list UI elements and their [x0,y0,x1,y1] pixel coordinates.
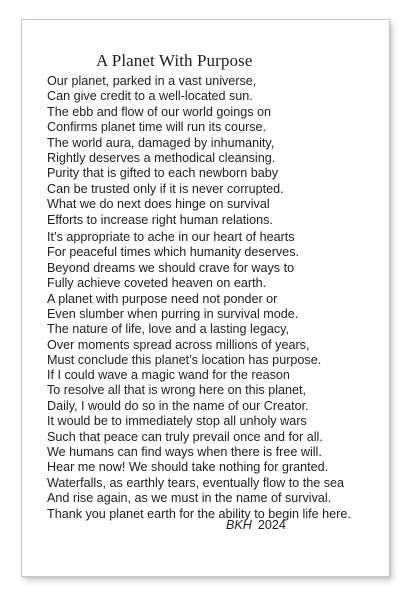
poem-stanza-1 [47,74,284,228]
poem-title: A Planet With Purpose [96,51,253,70]
poem-line: Even slumber when purring in survival mode. [47,307,299,322]
signature-year: 2024 [257,518,286,532]
poem-line: Rightly deserves a methodical cleansing. [47,151,276,166]
poem-line: It would be to immediately stop all unholy wars [47,414,307,429]
poem-line: Our planet, parked in a vast universe, [47,74,257,88]
author-initials: BKH [226,518,252,532]
poem-line: The nature of life, love and a lasting legacy, [47,322,289,337]
poem-line: Purity that is gifted to each newborn baby [47,166,279,181]
poem-line: Confirms planet time will run its course. [47,120,267,135]
poem-line: Such that peace can truly prevail once and for all. [47,429,323,444]
poem-stanza-2 [47,230,321,369]
poem-line: It’s appropriate to ache in our heart of hearts [47,230,295,244]
poem-line: For peaceful times which humanity deserves. [47,245,299,260]
poem-line: Daily, I would do so in the name of our Creator. [47,398,309,413]
poem-line: The ebb and flow of our world goings on [47,104,272,119]
poem-line: Hear me now! We should take nothing for granted. [47,460,329,475]
poem-line: Must conclude this planet’s location has purpose. [47,353,322,368]
poem-line: Fully achieve coveted heaven on earth. [47,276,267,291]
poem-line: A planet with purpose need not ponder or [47,291,278,306]
poem-line: Can give credit to a well-located sun. [47,89,253,104]
poem-line: Thank you planet earth for the ability to begin life here. [47,506,351,521]
poem-line: Efforts to increase right human relations. [47,212,273,227]
poem-line: Beyond dreams we should crave for ways to [47,260,295,275]
poem-line: And rise again, as we must in the name of survival. [47,491,332,506]
author-signature [226,518,286,532]
poem-line: Waterfalls, as earthly tears, eventually flow to the sea [47,475,345,490]
poem-line: What we do next does hinge on survival [47,197,270,212]
poem-stanza-3 [47,368,351,522]
poem-card [21,19,390,577]
poem-line: We humans can find ways when there is free will. [47,445,322,460]
poem-line: If I could wave a magic wand for the reason [47,368,290,382]
poem-line: The world aura, damaged by inhumanity, [47,135,275,150]
poem-line: To resolve all that is wrong here on this planet, [47,383,307,398]
poem-line: Can be trusted only if it is never corrupted. [47,181,284,196]
poem-line: Over moments spread across millions of years, [47,337,310,352]
